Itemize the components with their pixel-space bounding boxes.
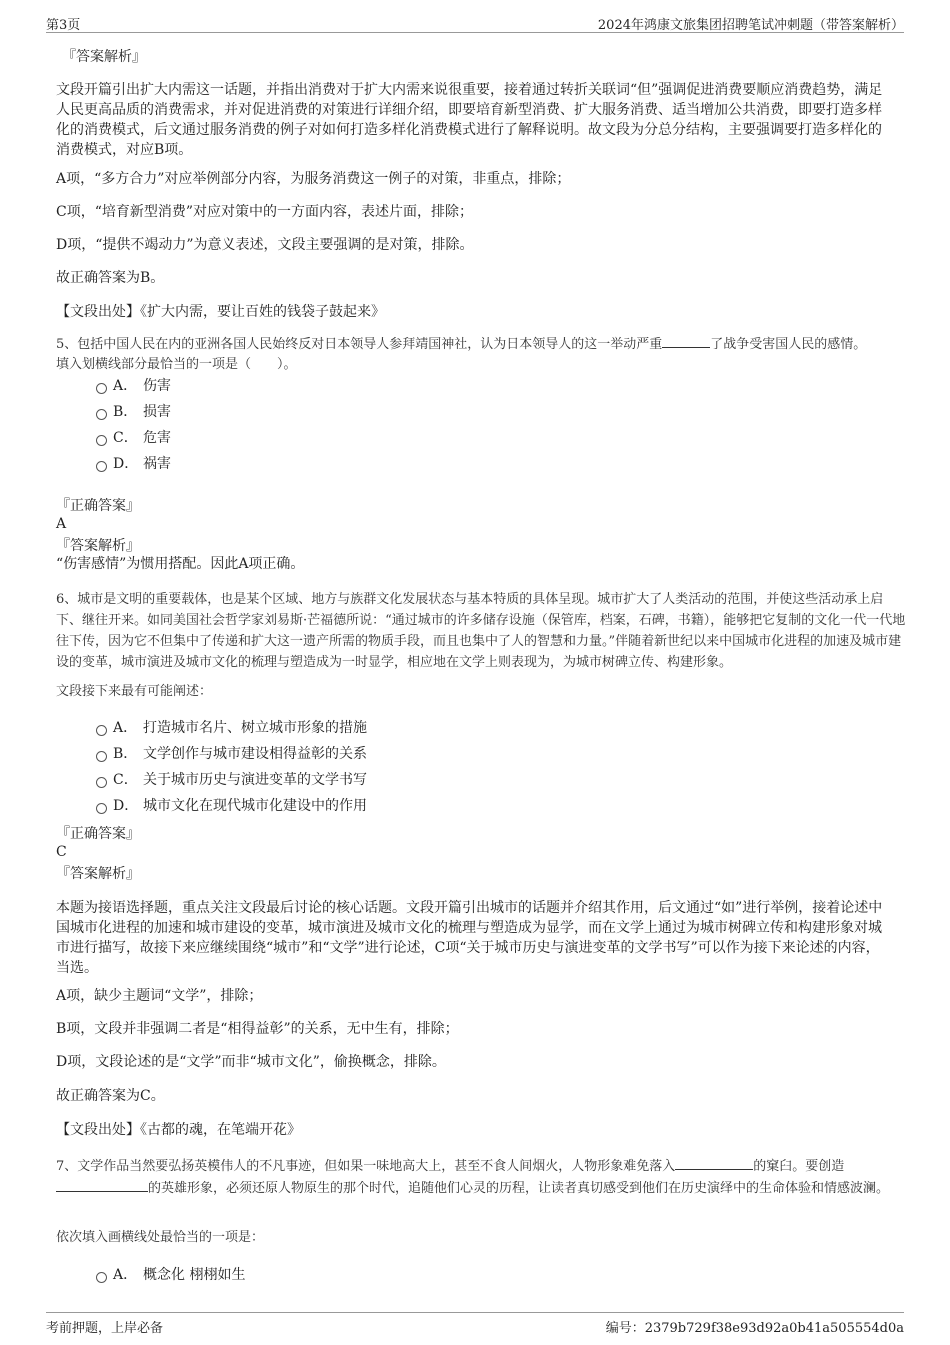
blank-line: [675, 1155, 753, 1170]
q6-source: 【文段出处】《古都的魂，在笔端开花》: [56, 1122, 301, 1138]
q6-answer: C: [56, 844, 67, 860]
q6-option-a[interactable]: A． 打造城市名片、树立城市形象的措施: [96, 718, 367, 738]
document-title: 2024年鸿康文旅集团招聘笔试冲刺题（带答案解析）: [597, 18, 904, 33]
q5-answer: A: [56, 516, 67, 532]
q6-conclusion: 故正确答案为C。: [56, 1088, 165, 1104]
page-header: [46, 10, 904, 33]
blank-line: [662, 333, 710, 348]
blank-line: [56, 1177, 148, 1192]
page-number: 第3页: [46, 18, 81, 33]
radio-icon[interactable]: [96, 725, 107, 736]
q4-analysis-label: 『答案解析』: [62, 49, 146, 65]
q5-analysis-label: 『答案解析』: [56, 538, 140, 554]
q4-option-c-note: C项，“培育新型消费”对应对策中的一方面内容，表述片面，排除；: [56, 204, 474, 220]
q4-analysis-text: 文段开篇引出扩大内需这一话题，并指出消费对于扩大内需来说很重要，接着通过转折关联词“但”强调促进消费要顺应消费趋势，满足人民更高品质的消费需求，并对促进消费的对策进行详细介绍，即要培育新型消费、扩大服务消费、适当增加公共消费，即要打造多样化的消费模式，后文通过服务消费的例子对如何打造多样化消费模式进行了解释说明。故文段为分总分结构，主要强调要打造多样化的消费模式，对应B项。: [56, 82, 883, 158]
q4-option-d-note: D项，“提供不竭动力”为意义表述，文段主要强调的是对策，排除。: [56, 237, 474, 253]
q5-answer-label: 『正确答案』: [56, 498, 140, 514]
q6-option-b-note: B项，文段并非强调二者是“相得益彰”的关系，无中生有，排除；: [56, 1021, 459, 1037]
q6-prompt: 文段接下来最有可能阐述：: [56, 684, 213, 699]
q7-option-a[interactable]: A． 概念化 栩栩如生: [96, 1265, 245, 1285]
radio-icon[interactable]: [96, 409, 107, 420]
q5-option-d[interactable]: D． 祸害: [96, 454, 171, 474]
q6-analysis-label: 『答案解析』: [56, 866, 140, 882]
radio-icon[interactable]: [96, 803, 107, 814]
q5-analysis-text: “伤害感情”为惯用搭配。因此A项正确。: [56, 556, 305, 572]
q6-option-d[interactable]: D． 城市文化在现代城市化建设中的作用: [96, 796, 367, 816]
footer-slogan: 考前押题，上岸必备: [46, 1321, 164, 1336]
q4-conclusion: 故正确答案为B。: [56, 270, 165, 286]
q6-option-a-note: A项，缺少主题词“文学”，排除；: [56, 988, 263, 1004]
radio-icon[interactable]: [96, 383, 107, 394]
q4-option-a-note: A项，“多方合力”对应举例部分内容，为服务消费这一例子的对策，非重点，排除；: [56, 171, 571, 187]
q5-stem: 5、包括中国人民在内的亚洲各国人民始终反对日本领导人参拜靖国神社，认为日本领导人的这一举动严重 了战争受害国人民的感情。 填入划横线部分最恰当的一项是（ ）。: [56, 333, 908, 375]
radio-icon[interactable]: [96, 435, 107, 446]
q6-option-c[interactable]: C． 关于城市历史与演进变革的文学书写: [96, 770, 367, 790]
q6-analysis-text: 本题为接语选择题，重点关注文段最后讨论的核心话题。文段开篇引出城市的话题并介绍其作用，后文通过“如”进行举例，接着论述中国城市化进程的加速和城市建设的变革，城市演进及城市文化的梳理与塑造成为显学，而在文学上通过为城市树碑立传和构建形象对城市进行描写，故接下来应继续围绕“城市”和“文学”进行论述，C项“关于城市历史与演进变革的文学书写”可以作为接下来论述的内容，当选。: [56, 900, 883, 976]
radio-icon[interactable]: [96, 777, 107, 788]
page-footer: [46, 1312, 904, 1337]
q6-stem: 6、城市是文明的重要载体，也是某个区域、地方与族群文化发展状态与基本特质的具体呈现。城市扩大了人类活动的范围，并使这些活动承上启下、继往开来。如同美国社会哲学家刘易斯·芒福德所说：“通过城市的许多储存设施（保管库，档案，石碑，书籍），能够把它复制的文化一代一代地往下传，因为它不但集中了传递和扩大这一遗产所需的物质手段，而且也集中了人的智慧和力量。”伴随着新世纪以来中国城市化进程的加速及城市建设的变革，城市演进及城市文化的梳理与塑造成为一时显学，相应地在文学上则表现为，为城市树碑立传、构建形象。: [56, 592, 906, 670]
radio-icon[interactable]: [96, 1272, 107, 1283]
q7-stem: 7、文学作品当然要弘扬英模伟人的不凡事迹，但如果一味地高大上，甚至不食人间烟火，人物形象难免落入 的窠臼。要创造的英雄形象，必须还原人物原生的那个时代，追随他们心灵的历程，让读者真切感受到他们在历史演绎中的生命体验和情感波澜。: [56, 1155, 908, 1199]
radio-icon[interactable]: [96, 461, 107, 472]
document-id: 编号：2379b729f38e93d92a0b41a505554d0a: [605, 1321, 904, 1336]
q5-option-b[interactable]: B． 损害: [96, 402, 171, 422]
q6-option-d-note: D项，文段论述的是“文学”而非“城市文化”，偷换概念，排除。: [56, 1054, 446, 1070]
q6-answer-label: 『正确答案』: [56, 826, 140, 842]
q5-option-c[interactable]: C． 危害: [96, 428, 171, 448]
q6-option-b[interactable]: B． 文学创作与城市建设相得益彰的关系: [96, 744, 367, 764]
q5-option-a[interactable]: A． 伤害: [96, 376, 171, 396]
q7-prompt: 依次填入画横线处最恰当的一项是：: [56, 1230, 265, 1245]
q4-source: 【文段出处】《扩大内需，要让百姓的钱袋子鼓起来》: [56, 304, 385, 320]
radio-icon[interactable]: [96, 751, 107, 762]
